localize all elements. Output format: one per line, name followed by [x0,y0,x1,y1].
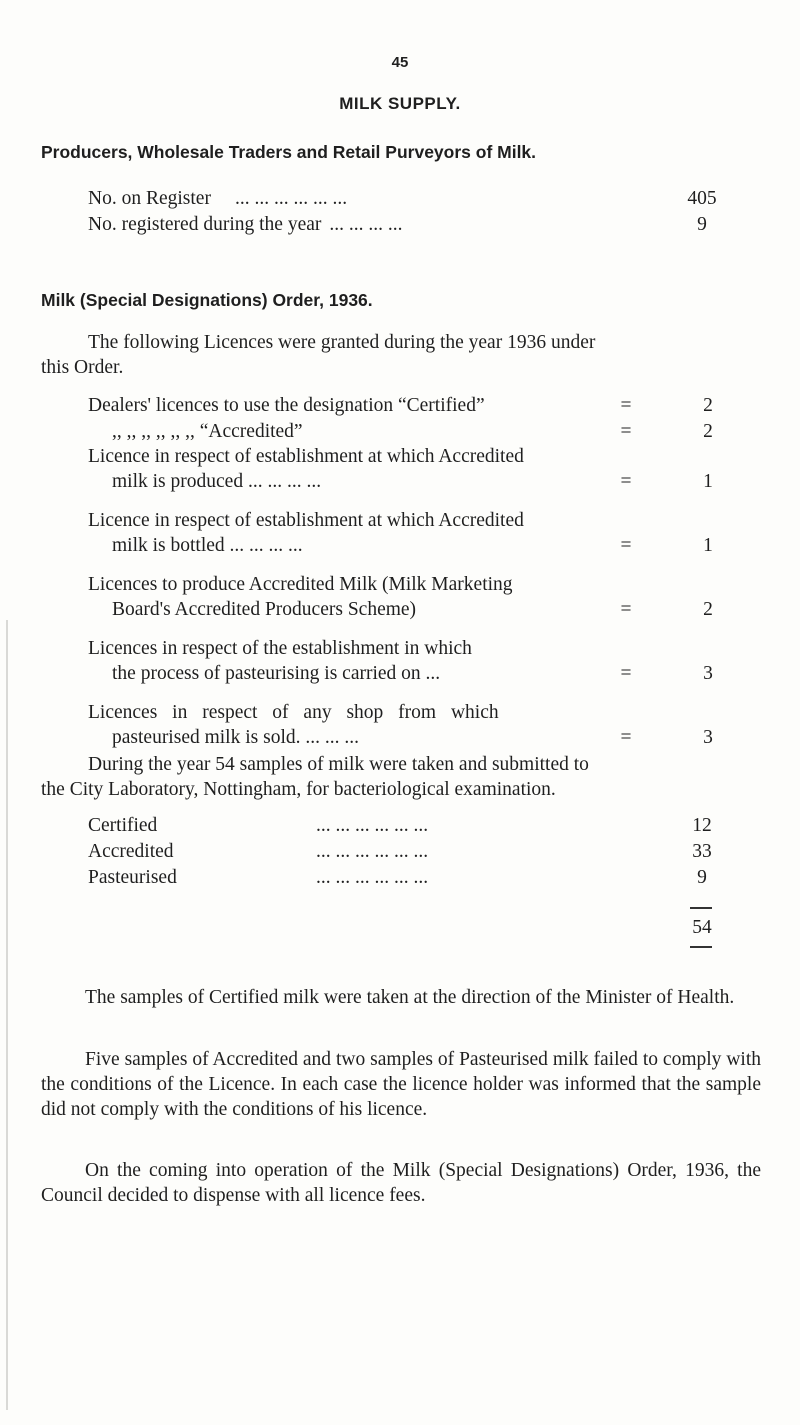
sample-label: Accredited [88,841,174,862]
licence-fees-paragraph: On the coming into operation of the Milk (Special Designations) Order, 1936, the Council decided to dispense with all licence fees. [41,1160,761,1206]
page-title: MILK SUPPLY. [339,94,461,113]
registered-during-year-value: 9 [697,214,707,235]
licence-value: 3 [703,727,713,748]
order-intro-line1: The following Licences were granted during the year 1936 under [88,332,596,353]
sample-value: 12 [692,815,712,836]
sample-value: 33 [692,841,712,862]
registered-during-year-dots: ... ... ... ... [329,214,403,235]
licence-label-cont: the process of pasteurising is carried on ... [112,663,441,684]
samples-line1: During the year 54 samples of milk were taken and submitted to [88,754,589,775]
licence-label: Dealers' licences to use the designation “Certified” [88,395,485,416]
sample-dots: ... ... ... ... ... ... [316,815,429,836]
failed-samples-paragraph: Five samples of Accredited and two samples of Pasteurised milk failed to comply with the conditions of the Licence. In each case the licence holder was informed that the sample did not comply with the conditions of his licence. [41,1049,761,1120]
licence-label-cont: Board's Accredited Producers Scheme) [112,599,417,620]
licence-value: 2 [703,395,713,416]
licence-equals: = [620,421,632,442]
certified-direction-paragraph: The samples of Certified milk were taken at the direction of the Minister of Health. [85,987,735,1008]
total-rule-top [690,907,712,909]
licence-label-cont: milk is produced ... ... ... ... [112,471,322,492]
sample-dots: ... ... ... ... ... ... [316,867,429,888]
licence-value: 2 [703,421,713,442]
registered-during-year-label: No. registered during the year [88,214,322,235]
licence-label: Licences in respect of any shop from which [88,702,499,723]
licence-equals: = [620,471,632,492]
licence-equals: = [620,395,632,416]
licence-equals: = [620,727,632,748]
licence-value: 1 [703,535,713,556]
sample-total: 54 [692,917,712,938]
sample-label: Pasteurised [88,867,177,888]
licence-value: 2 [703,599,713,620]
register-value: 405 [687,188,717,209]
licence-equals: = [620,599,632,620]
licence-label: Licences to produce Accredited Milk (Milk Marketing [88,574,513,595]
licence-label-cont: pasteurised milk is sold. ... ... ... [112,727,359,748]
register-label: No. on Register [88,188,211,209]
producers-heading: Producers, Wholesale Traders and Retail Purveyors of Milk. [41,142,537,162]
page-number: 45 [391,54,409,71]
order-heading: Milk (Special Designations) Order, 1936. [41,290,373,310]
sample-dots: ... ... ... ... ... ... [316,841,429,862]
licence-value: 1 [703,471,713,492]
page-edge-line [6,620,8,1410]
licence-label: ,, ,, ,, ,, ,, ,, “Accredited” [112,421,303,442]
register-dots: ... ... ... ... ... ... [234,188,348,209]
order-intro-line2: this Order. [41,357,124,378]
licence-label: Licence in respect of establishment at which Accredited [88,446,524,467]
licence-label-cont: milk is bottled ... ... ... ... [112,535,303,556]
licence-equals: = [620,663,632,684]
licence-label: Licence in respect of establishment at which Accredited [88,510,524,531]
licence-label: Licences in respect of the establishment in which [88,638,472,659]
licence-value: 3 [703,663,713,684]
licence-equals: = [620,535,632,556]
sample-label: Certified [88,815,158,836]
sample-value: 9 [697,867,707,888]
total-rule-bottom [690,946,712,948]
samples-line2: the City Laboratory, Nottingham, for bacteriological examination. [41,779,556,800]
